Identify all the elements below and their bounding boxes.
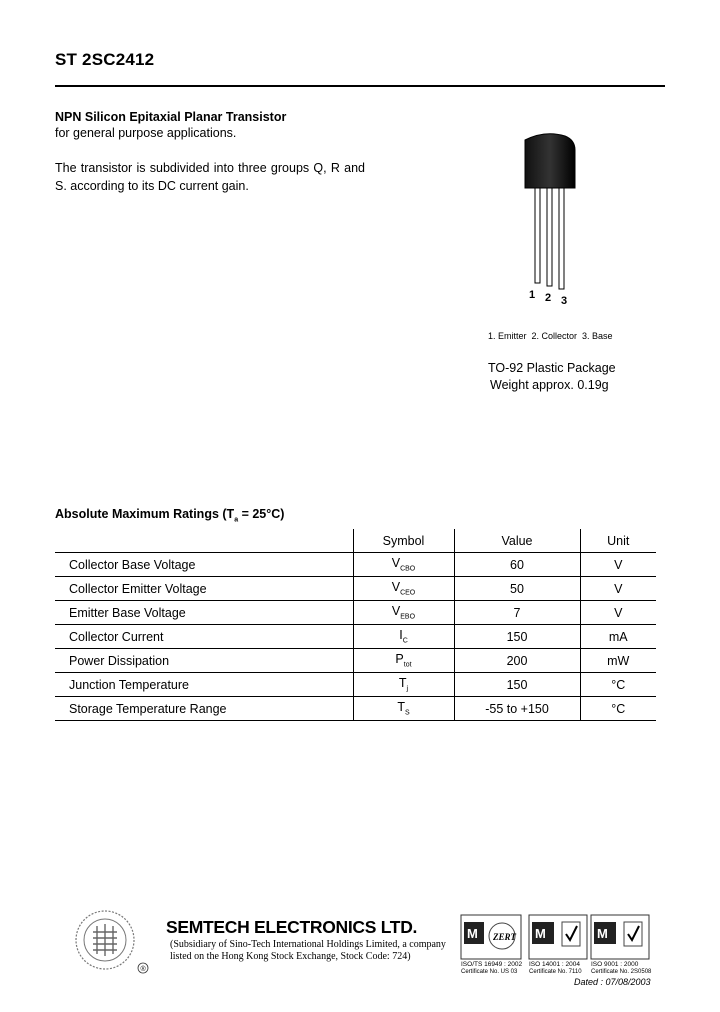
package-info <box>488 360 616 394</box>
unit-cell: °C <box>580 697 656 721</box>
param-cell: Collector Base Voltage <box>55 553 353 577</box>
semtech-seal-logo <box>75 908 155 978</box>
package-weight: Weight approx. 0.19g <box>490 378 609 392</box>
value-cell: 200 <box>454 649 580 673</box>
ratings-title-sub: a <box>234 516 239 524</box>
table-row <box>55 649 656 673</box>
intro-paragraph: The transistor is subdivided into three groups Q, R and S. according to its DC current gain. <box>55 161 365 193</box>
value-cell: -55 to +150 <box>454 697 580 721</box>
symbol-cell <box>353 553 454 577</box>
param-cell: Junction Temperature <box>55 673 353 697</box>
header-value: Value <box>454 529 580 553</box>
param-cell: Power Dissipation <box>55 649 353 673</box>
cert-iso-ts16949 <box>461 915 522 975</box>
pin-number-1: 1 <box>529 289 536 301</box>
symbol-cell <box>353 697 454 721</box>
param-cell: Emitter Base Voltage <box>55 601 353 625</box>
product-heading: NPN Silicon Epitaxial Planar Transistor <box>55 110 287 124</box>
package-type: TO-92 Plastic Package <box>488 361 616 375</box>
symbol-subscript: j <box>406 685 409 693</box>
symbol-letter: T <box>397 700 405 715</box>
symbol-cell <box>353 649 454 673</box>
symbol-letter: T <box>398 676 407 691</box>
svg-text:M: M <box>467 926 478 941</box>
subsidiary-note <box>170 939 446 963</box>
symbol-letter: V <box>391 556 401 571</box>
lead-3 <box>559 188 564 289</box>
unit-cell: V <box>580 601 656 625</box>
svg-text:M: M <box>597 926 608 941</box>
cert-2-standard: ISO 14001 : 2004 <box>529 961 580 968</box>
pin-number-3: 3 <box>561 295 568 307</box>
cert-1-standard: ISO/TS 16949 : 2002 <box>461 961 523 968</box>
cert-iso-9001 <box>591 915 652 975</box>
table-row <box>55 577 656 601</box>
table-row <box>55 625 656 649</box>
param-cell: Storage Temperature Range <box>55 697 353 721</box>
symbol-letter: V <box>391 580 401 595</box>
value-cell: 60 <box>454 553 580 577</box>
subsidiary-line-1: (Subsidiary of Sino-Tech International Holdings Limited, a company <box>170 939 446 950</box>
cert-3-number: Certificate No. 2S0508 <box>591 969 652 975</box>
svg-text:ZERT: ZERT <box>493 932 517 942</box>
symbol-cell <box>353 601 454 625</box>
page-title: ST 2SC2412 <box>55 50 155 69</box>
lead-2 <box>547 188 552 286</box>
title-divider <box>55 85 665 87</box>
header-unit: Unit <box>580 529 656 553</box>
pin-legend: 1. Emitter 2. Collector 3. Base <box>488 331 613 341</box>
ratings-title <box>55 507 284 524</box>
value-cell: 150 <box>454 625 580 649</box>
symbol-subscript: S <box>404 709 410 717</box>
value-cell: 7 <box>454 601 580 625</box>
dated-stamp: Dated : 07/08/2003 <box>574 977 651 987</box>
intro-line: for general purpose applications. <box>55 126 237 140</box>
company-name: SEMTECH ELECTRONICS LTD. <box>166 917 418 937</box>
lead-1 <box>535 188 540 283</box>
symbol-letter: I <box>399 628 403 643</box>
ratings-title-suffix: = 25°C) <box>238 507 285 521</box>
unit-cell: °C <box>580 673 656 697</box>
transistor-body <box>525 134 575 188</box>
table-row <box>55 601 656 625</box>
symbol-cell <box>353 625 454 649</box>
unit-cell: V <box>580 577 656 601</box>
symbol-letter: P <box>395 652 404 667</box>
cert-2-number: Certificate No. 7110 <box>529 969 582 975</box>
cert-iso-14001 <box>529 915 587 975</box>
value-cell: 150 <box>454 673 580 697</box>
symbol-cell <box>353 673 454 697</box>
cert-3-standard: ISO 9001 : 2000 <box>591 961 639 968</box>
table-header-row <box>55 529 656 553</box>
symbol-subscript: EBO <box>400 613 416 621</box>
table-row <box>55 673 656 697</box>
ratings-table <box>55 529 656 721</box>
unit-cell: V <box>580 553 656 577</box>
pin-number-2: 2 <box>545 292 552 304</box>
ratings-title-prefix: Absolute Maximum Ratings (T <box>55 507 235 521</box>
symbol-letter: V <box>391 604 401 619</box>
param-cell: Collector Current <box>55 625 353 649</box>
unit-cell: mA <box>580 625 656 649</box>
cert-1-number: Certificate No. US 03 <box>461 969 518 975</box>
subsidiary-line-2: listed on the Hong Kong Stock Exchange, Stock Code: 724) <box>170 951 411 962</box>
svg-text:M: M <box>535 926 546 941</box>
symbol-subscript: CEO <box>400 589 416 597</box>
symbol-subscript: tot <box>403 661 412 669</box>
table-row <box>55 697 656 721</box>
registered-mark: ® <box>140 966 146 973</box>
unit-cell: mW <box>580 649 656 673</box>
table-row <box>55 553 656 577</box>
to92-package-drawing <box>515 130 585 310</box>
certification-logos <box>460 914 665 976</box>
value-cell: 50 <box>454 577 580 601</box>
symbol-cell <box>353 577 454 601</box>
symbol-subscript: CBO <box>400 565 416 573</box>
param-cell: Collector Emitter Voltage <box>55 577 353 601</box>
header-symbol: Symbol <box>353 529 454 553</box>
symbol-subscript: C <box>402 637 408 645</box>
